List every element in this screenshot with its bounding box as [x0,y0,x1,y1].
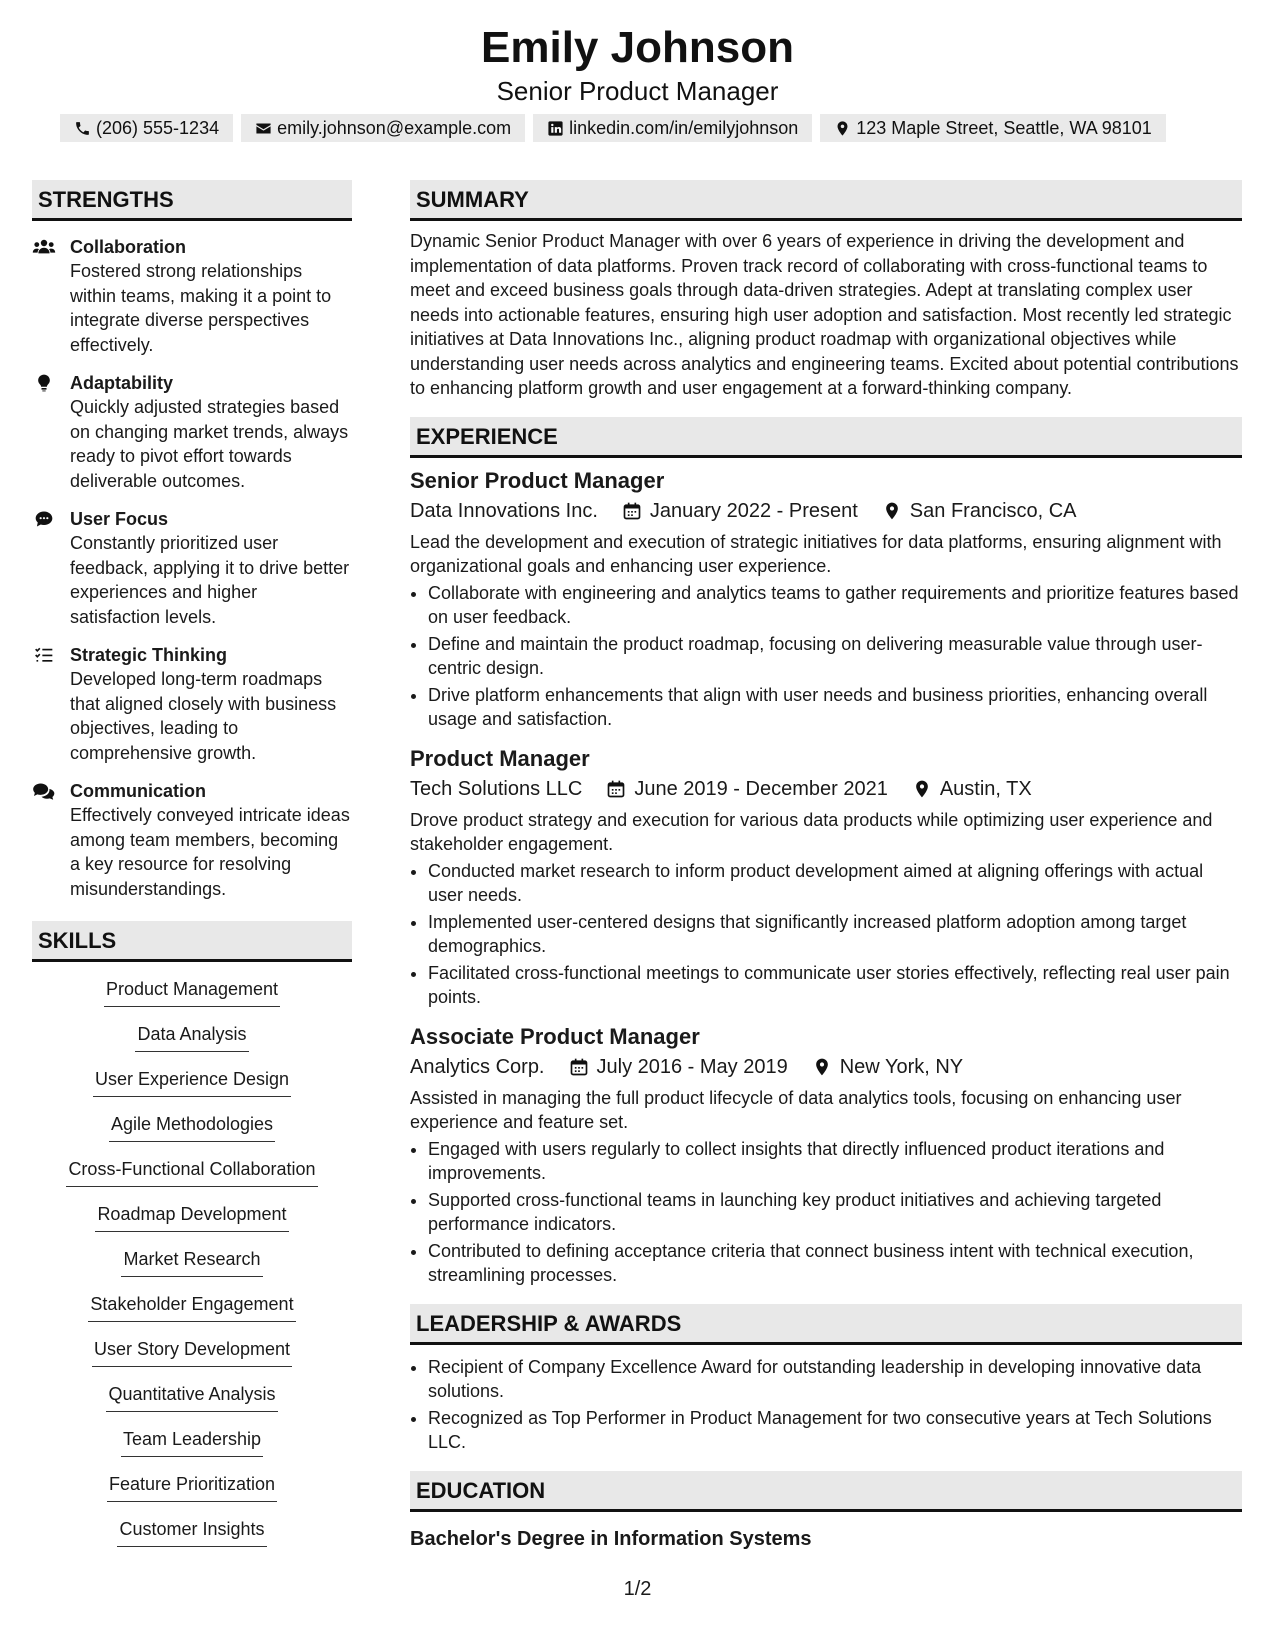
job-location: New York, NY [839,1055,964,1078]
skill-item: Roadmap Development [95,1201,288,1232]
job-bullets [410,1137,1242,1288]
strength-desc: Effectively conveyed intricate ideas among team members, becoming a key resource for resolving misunderstandings. [70,805,350,899]
skill-item: Cross-Functional Collaboration [66,1156,317,1187]
job-company: Tech Solutions LLC [410,777,583,800]
skill-item: User Experience Design [93,1066,291,1097]
linkedin-icon [547,120,564,137]
skill-item: Team Leadership [121,1426,263,1457]
strength-item [32,235,352,357]
job-dates: June 2019 - December 2021 [634,777,888,800]
calendar-icon [569,1057,589,1077]
strength-item [32,779,352,901]
right-column [410,180,1242,1552]
job-entry [410,744,1242,1010]
lightbulb-icon [32,373,58,395]
summary-heading: SUMMARY [410,180,1242,221]
map-pin-icon [812,1057,832,1077]
skill-item: Customer Insights [117,1516,266,1547]
envelope-icon [255,120,272,137]
education-heading: EDUCATION [410,1471,1242,1512]
strength-desc: Fostered strong relationships within teams, making it a point to integrate diverse perspectives effectively. [70,261,332,355]
job-meta [410,496,1242,526]
contact-linkedin[interactable] [533,114,812,142]
skill-item: Market Research [121,1246,262,1277]
job-dates: July 2016 - May 2019 [596,1055,788,1078]
map-pin-icon [834,120,851,137]
skills-heading: SKILLS [32,921,352,962]
job-description: Lead the development and execution of strategic initiatives for data platforms, ensuring alignment with organizational goals and enhancing user experience. [410,531,1222,576]
job-title: Senior Product Manager [410,467,665,493]
calendar-icon [606,779,626,799]
job-bullet: • Supported cross-functional teams in launching key product initiatives and achieving targeted performance indicators. [428,1188,1242,1237]
resume-header [0,22,1275,108]
job-bullets [410,581,1242,732]
map-pin-icon [882,501,902,521]
contact-address [820,114,1166,142]
job-location: San Francisco, CA [909,499,1077,522]
job-dates: January 2022 - Present [649,499,858,522]
job-bullet: • Drive platform enhancements that align with user needs and business priorities, enhancing overall usage and satisfaction. [428,683,1242,732]
contact-email[interactable] [241,114,525,142]
phone-icon [74,120,91,137]
education-degree: Bachelor's Degree in Information Systems [410,1527,812,1550]
job-bullet: • Conducted market research to inform product development aimed at aligning offerings with actual user needs. [428,859,1242,908]
comments-icon [32,781,58,803]
experience-heading: EXPERIENCE [410,417,1242,458]
leadership-heading: LEADERSHIP & AWARDS [410,1304,1242,1345]
candidate-title: Senior Product Manager [496,76,779,106]
skill-item: Stakeholder Engagement [88,1291,295,1322]
job-description: Drove product strategy and execution for various data products while optimizing user experience and stakeholder engagement. [410,809,1213,854]
users-icon [32,237,58,259]
strength-item [32,643,352,765]
skill-item: User Story Development [92,1336,292,1367]
strength-item [32,371,352,493]
contact-linkedin-text: linkedin.com/in/emilyjohnson [569,118,799,138]
map-pin-icon [912,779,932,799]
leadership-item: • Recipient of Company Excellence Award for outstanding leadership in developing innovative data solutions. [428,1355,1242,1404]
summary-text: Dynamic Senior Product Manager with over 6 years of experience in driving the development and implementation of data platforms. Proven track record of collaborating with cross-functional teams to meet and exceed business goals through data-driven strategies. Adept at translating complex user needs into actionable features, ensuring high user adoption and satisfaction. Most recently led strategic initiatives at Data Innovations Inc., aligning product roadmap with organizational objectives while understanding user needs across analytics and engineering teams. Excited about potential contributions to enhancing platform growth and user engagement at a forward-thinking company. [410,231,1239,398]
comment-icon [32,509,58,531]
skill-item: Quantitative Analysis [106,1381,277,1412]
strength-title: Collaboration [70,237,186,257]
contact-phone [60,114,233,142]
job-entry [410,466,1242,732]
job-title: Associate Product Manager [410,1023,700,1049]
calendar-icon [622,501,642,521]
candidate-name: Emily Johnson [481,23,794,72]
strength-desc: Constantly prioritized user feedback, applying it to drive better experiences and higher satisfaction levels. [70,533,350,627]
strengths-heading: STRENGTHS [32,180,352,221]
job-bullet: • Facilitated cross-functional meetings to communicate user stories effectively, reflecting real user pain points. [428,961,1242,1010]
job-description: Assisted in managing the full product lifecycle of data analytics tools, focusing on enhancing user experience and feature set. [410,1087,1182,1132]
job-location: Austin, TX [939,777,1032,800]
job-bullet: • Implemented user-centered designs that significantly increased platform adoption among target demographics. [428,910,1242,959]
page-number: 1/2 [623,1578,652,1600]
job-bullet: • Engaged with users regularly to collect insights that directly influenced product iterations and improvements. [428,1137,1242,1186]
job-title: Product Manager [410,745,590,771]
skills-list [32,976,352,1561]
leadership-item: • Recognized as Top Performer in Product Management for two consecutive years at Tech Solutions LLC. [428,1406,1242,1455]
job-bullets [410,859,1242,1010]
job-meta [410,774,1242,804]
strength-desc: Developed long-term roadmaps that aligned closely with business objectives, leading to comprehensive growth. [70,669,337,763]
contact-bar [60,114,1210,142]
job-entry [410,1022,1242,1288]
job-company: Data Innovations Inc. [410,499,598,522]
strength-title: Adaptability [70,373,174,393]
strength-title: Strategic Thinking [70,645,228,665]
strength-title: User Focus [70,509,169,529]
job-bullet: • Define and maintain the product roadmap, focusing on delivering measurable value through user-centric design. [428,632,1242,681]
contact-phone-text: (206) 555-1234 [96,118,220,138]
skill-item: Product Management [104,976,280,1007]
job-bullet: • Collaborate with engineering and analytics teams to gather requirements and prioritize features based on user feedback. [428,581,1242,630]
skill-item: Agile Methodologies [109,1111,275,1142]
contact-address-text: 123 Maple Street, Seattle, WA 98101 [856,118,1152,138]
job-meta [410,1052,1242,1082]
leadership-list [410,1355,1242,1455]
left-column [32,180,352,1561]
job-company: Analytics Corp. [410,1055,545,1078]
skill-item: Data Analysis [135,1021,248,1052]
strength-item [32,507,352,629]
checklist-icon [32,645,58,667]
skill-item: Feature Prioritization [107,1471,277,1502]
contact-email-text: emily.johnson@example.com [277,118,512,138]
strength-title: Communication [70,781,207,801]
job-bullet: • Contributed to defining acceptance criteria that connect business intent with technical execution, streamlining processes. [428,1239,1242,1288]
strength-desc: Quickly adjusted strategies based on changing market trends, always ready to pivot effort towards deliverable outcomes. [70,397,349,491]
